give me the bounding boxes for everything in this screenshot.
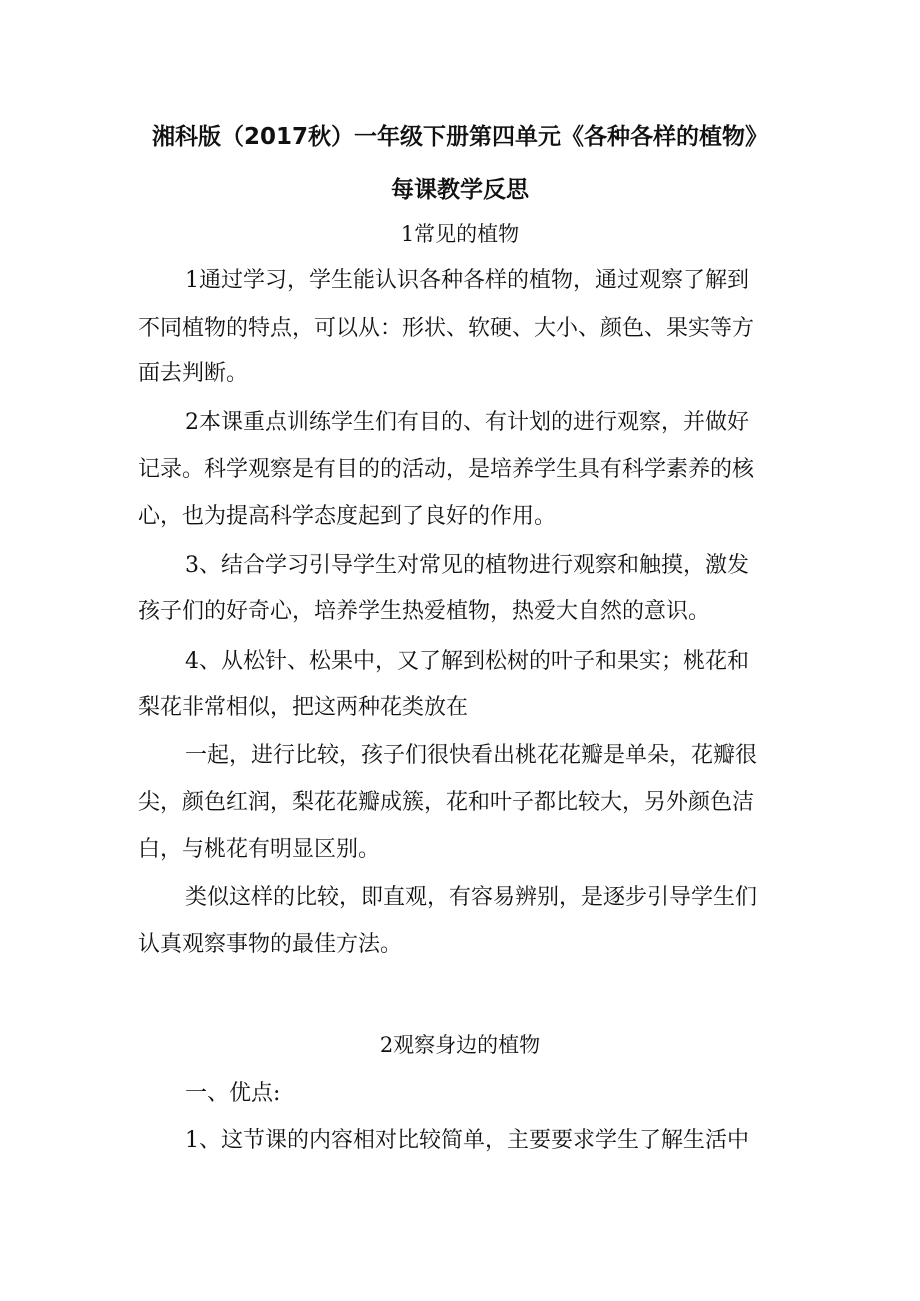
paragraph-line: 心，也为提高科学态度起到了良好的作用。 [138,504,557,529]
section-heading: 2观察身边的植物 [379,1033,541,1057]
paragraph-line: 孩子们的好奇心，培养学生热爱植物，热爱大自然的意识。 [138,599,711,624]
paragraph-line: 一起，进行比较，孩子们很快看出桃花花瓣是单朵，花瓣很 [185,743,758,768]
document-title: 湘科版（2017秋）一年级下册第四单元《各种各样的植物》 [151,124,768,150]
paragraph-line: 类似这样的比较，即直观，有容易辨别，是逐步引导学生们 [185,885,758,910]
paragraph-line: 认真观察事物的最佳方法。 [138,932,403,957]
paragraph-line: 2本课重点训练学生们有目的、有计划的进行观察，并做好 [185,410,749,435]
paragraph-line: 面去判断。 [138,361,249,386]
paragraph-line: 白，与桃花有明显区别。 [138,837,381,862]
paragraph-line: 梨花非常相似，把这两种花类放在 [138,695,469,720]
section-heading: 1常见的植物 [400,222,520,246]
paragraph-line: 不同植物的特点，可以从：形状、软硬、大小、颜色、果实等方 [138,316,755,341]
paragraph-line: 记录。科学观察是有目的的活动，是培养学生具有科学素养的核 [138,457,755,482]
paragraph-line: 4、从松针、松果中，又了解到松树的叶子和果实；桃花和 [185,649,749,674]
document-subtitle: 每课教学反思 [391,177,529,203]
paragraph-line: 一、优点: [185,1081,281,1106]
paragraph-line: 1、这节课的内容相对比较简单，主要要求学生了解生活中 [185,1128,749,1153]
paragraph-line: 尖，颜色红润，梨花花瓣成簇，花和叶子都比较大，另外颜色洁 [138,790,755,815]
paragraph-line: 1通过学习，学生能认识各种各样的植物，通过观察了解到 [185,268,749,293]
paragraph-line: 3、结合学习引导学生对常见的植物进行观察和触摸，激发 [185,553,749,578]
